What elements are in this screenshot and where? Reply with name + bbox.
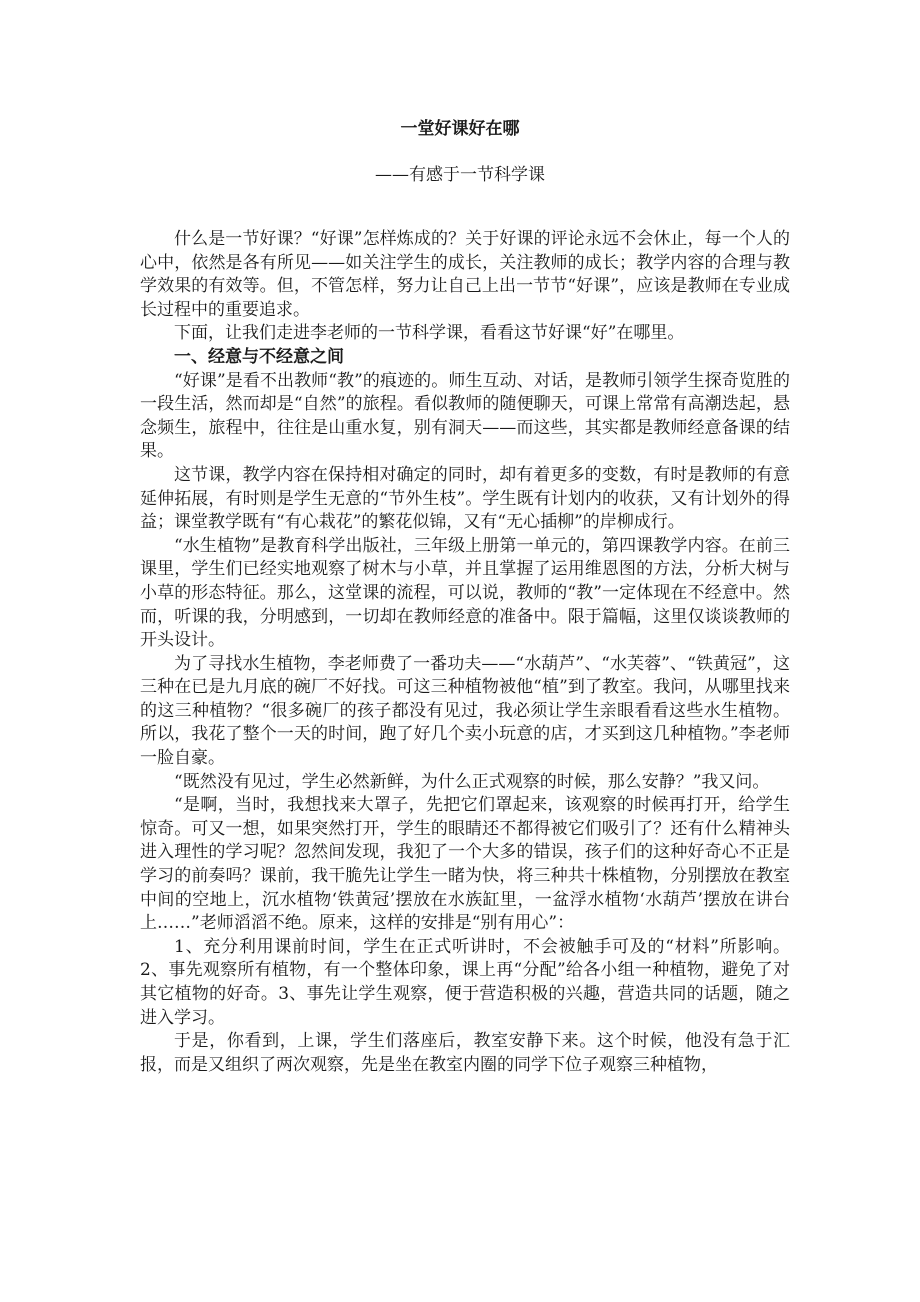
paragraph: 下面，让我们走进李老师的一节科学课，看看这节好课“好”在哪里。 bbox=[174, 323, 685, 344]
paragraph: 于是，你看到，上课，学生们落座后，教室安静下来。这个时候，他没有急于汇报，而是又组织了两次观察，先是坐在教室内圈的同学下位子观察三种植物， bbox=[140, 1031, 790, 1075]
paragraph: “好课”是看不出教师“教”的痕迹的。师生互动、对话，是教师引领学生探奇览胜的一段生活，然而却是“自然”的旅程。看似教师的随便聊天，可课上常常有高潮迭起，悬念频生，旅程中，往往是山重水复，别有洞天——而这些，其实都是教师经意备课的结果。 bbox=[140, 370, 790, 462]
paragraph: “既然没有见过，学生必然新鲜，为什么正式观察的时候，那么安静？”我又问。 bbox=[174, 771, 770, 792]
paragraph: 为了寻找水生植物，李老师费了一番功夫——“水葫芦”、“水芙蓉”、“铁黄冠”，这三种在已是九月底的碗厂不好找。可这三种植物被他“植”到了教室。我问，从哪里找来的这三种植物？“很多碗厂的孩子都没有见过，我必须让学生亲眼看看这些水生植物。所以，我花了整个一天的时间，跑了好几个卖小玩意的店，才买到这几种植物。”李老师一脸自豪。 bbox=[140, 653, 790, 769]
paragraph: 这节课，教学内容在保持相对确定的同时，却有着更多的变数，有时是教师的有意延伸拓展，有时则是学生无意的“节外生枝”。学生既有计划内的收获，又有计划外的得益；课堂教学既有“有心栽花”的繁花似锦，又有“无心插柳”的岸柳成行。 bbox=[140, 464, 790, 533]
paragraph: 什么是一节好课？“好课”怎样炼成的？关于好课的评论永远不会休止，每一个人的心中，依然是各有所见——如关注学生的成长，关注教师的成长；教学内容的合理与教学效果的有效等。但，不管怎样，努力让自己上出一节节“好课”，应该是教师在专业成长过程中的重要追求。 bbox=[140, 229, 790, 320]
document-body bbox=[140, 228, 790, 1077]
paragraph: “是啊，当时，我想找来大罩子，先把它们罩起来，该观察的时候再打开，给学生惊奇。可又一想，如果突然打开，学生的眼睛还不都得被它们吸引了？还有什么精神头进入理性的学习呢？忽然间发现，我犯了一个大多的错误，孩子们的这种好奇心不正是学习的前奏吗？课前，我干脆先让学生一睹为快，将三种共十株植物，分别摆放在教室中间的空地上，沉水植物‘铁黄冠’摆放在水族缸里，一盆浮水植物‘水葫芦’摆放在讲台上……”老师滔滔不绝。原来，这样的安排是“别有用心”： bbox=[140, 795, 790, 934]
section-heading: 一、经意与不经意之间 bbox=[174, 346, 344, 367]
document-title: 一堂好课好在哪 bbox=[400, 119, 520, 139]
paragraph: “水生植物”是教育科学出版社，三年级上册第一单元的，第四课教学内容。在前三课里，学生们已经实地观察了树木与小草，并且掌握了运用维恩图的方法，分析大树与小草的形态特征。那么，这堂课的流程，可以说，教师的“教”一定体现在不经意中。然而，听课的我，分明感到，一切却在教师经意的准备中。限于篇幅，这里仅谈谈教师的开头设计。 bbox=[140, 535, 790, 651]
paragraph: 1、充分利用课前时间，学生在正式听讲时，不会被触手可及的“材料”所影响。2、事先观察所有植物，有一个整体印象，课上再“分配”给各小组一种植物，避免了对其它植物的好奇。3、事先让学生观察，便于营造积极的兴趣，营造共同的话题，随之进入学习。 bbox=[140, 936, 790, 1028]
document-subtitle: ——有感于一节科学课 bbox=[375, 165, 545, 185]
